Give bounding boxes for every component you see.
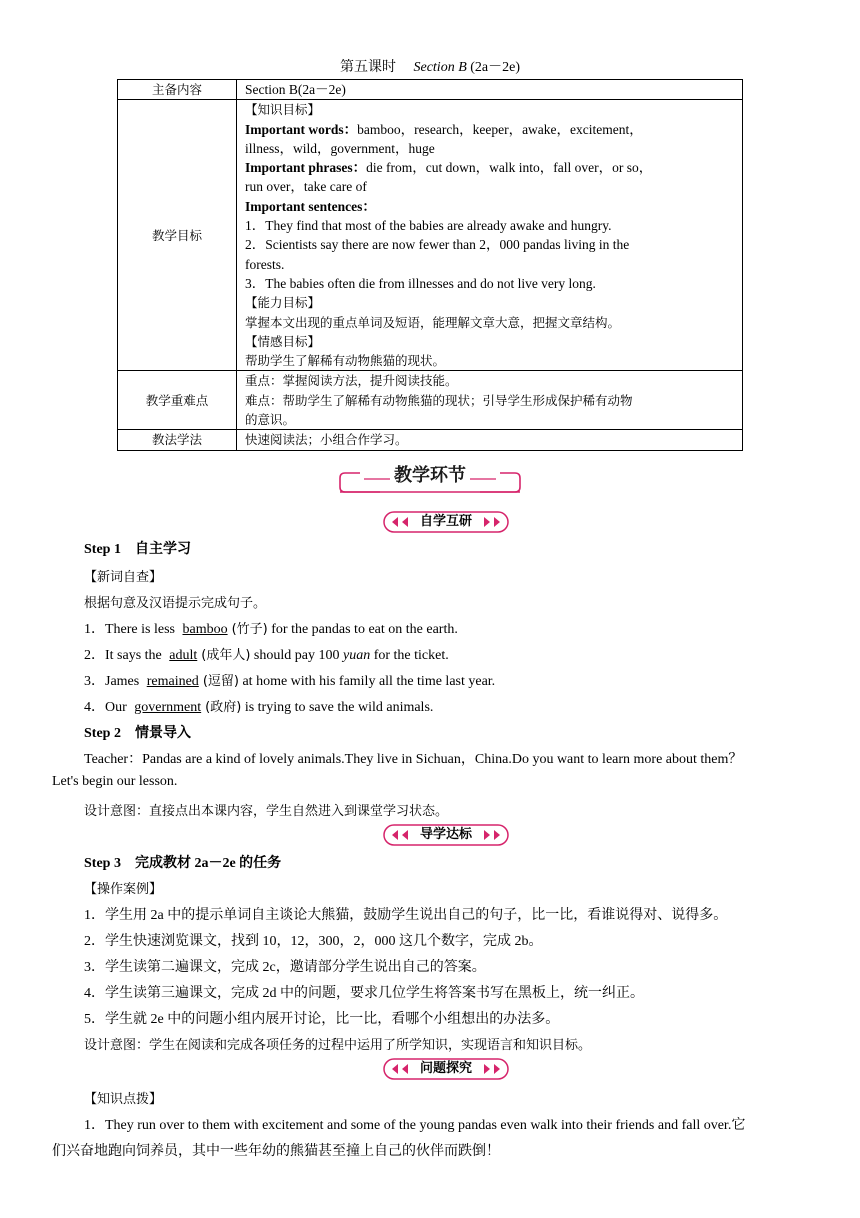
case-item: 2．学生快速浏览课文，找到 10，12，300，2，000 这几个数字，完成 2b。 [84, 934, 543, 949]
row-label: 主备内容 [118, 80, 237, 100]
sub-banner-guided [0, 822, 860, 848]
banner-label: 自学互研 [419, 514, 472, 529]
step2-title: Step 2 情景导入 [84, 726, 191, 741]
table-row [118, 430, 743, 450]
key-point: 重点：掌握阅读方法，提升阅读技能。 [245, 373, 458, 389]
step3-title: Step 3 完成教材 2a－2e 的任务 [84, 856, 282, 871]
sub-banner-inquiry [0, 1056, 860, 1082]
ability-goal-header: 【能力目标】 [245, 295, 321, 311]
phrases-text: run over，take care of [245, 179, 367, 195]
banner-label: 问题探究 [419, 1061, 472, 1076]
exercise-item: 2．It says the adult (成年人) should pay 100 yuan for the ticket. [84, 648, 449, 663]
knowledge-sub: 【知识点拨】 [84, 1092, 163, 1107]
words-text: illness，wild，government，huge [245, 140, 435, 156]
ability-goal-text: 掌握本文出现的重点单词及短语，能理解文章大意，把握文章结构。 [245, 314, 621, 330]
sentence-item: 3．The babies often die from illnesses and do not live very long. [245, 275, 596, 291]
case-item: 4．学生读第三遍课文，完成 2d 中的问题，要求几位学生将答案书写在黑板上，统一纠正。 [84, 986, 644, 1001]
knowledge-item: 1．They run over to them with excitement and some of the young pandas even walk into their friends and fall over.它 [84, 1118, 746, 1133]
words-label: Important words： [245, 121, 358, 137]
sentence-item: forests. [245, 256, 285, 272]
step2-teacher-line: Let's begin our lesson. [52, 774, 178, 789]
row-label: 教学重难点 [118, 371, 237, 430]
exercise-item: 3．James remained (逗留) at home with his family all the time last year. [84, 674, 496, 689]
step2-design: 设计意图：直接点出本课内容，学生自然进入到课堂学习状态。 [84, 804, 449, 819]
banner-label: 导学达标 [419, 827, 472, 842]
row-label: 教法学法 [118, 430, 237, 450]
lesson-plan-table [117, 79, 743, 451]
key-points-cell [237, 371, 743, 430]
main-section-banner [0, 463, 860, 497]
case-item: 5．学生就 2e 中的问题小组内展开讨论，比一比，看哪个小组想出的办法多。 [84, 1012, 560, 1027]
row-value: Section B(2a－2e) [237, 80, 743, 100]
row-label: 教学目标 [118, 100, 237, 371]
exercise-item: 4．Our government (政府) is trying to save the wild animals. [84, 700, 434, 715]
phrases-text: die from，cut down，walk into，fall over，or so， [366, 160, 653, 176]
step1-title: Step 1 自主学习 [84, 542, 191, 557]
case-item: 3．学生读第二遍课文，完成 2c，邀请部分学生说出自己的答案。 [84, 960, 486, 975]
step1-sub: 【新词自查】 [84, 570, 163, 585]
sentence-item: 2．Scientists say there are now fewer than 2，000 pandas living in the [245, 237, 630, 253]
sentences-label: Important sentences： [245, 198, 376, 214]
phrases-label: Important phrases： [245, 160, 367, 176]
difficult-point: 难点：帮助学生了解稀有动物熊猫的现状；引导学生形成保护稀有动物 [245, 392, 633, 408]
words-text: bamboo，research，keeper，awake，excitement， [357, 121, 643, 137]
case-item: 1．学生用 2a 中的提示单词自主谈论大熊猫，鼓励学生说出自己的句子，比一比，看谁说得对、说得多。 [84, 908, 728, 923]
banner-label: 教学环节 [394, 465, 466, 486]
sentence-item: 1．They find that most of the babies are already awake and hungry. [245, 218, 612, 234]
step2-teacher-line: Teacher：Pandas are a kind of lovely animals.They live in Sichuan，China.Do you want to learn more about them？ [84, 752, 743, 767]
step1-instruction: 根据句意及汉语提示完成句子。 [84, 596, 267, 611]
emotion-goal-header: 【情感目标】 [245, 333, 321, 349]
table-row [118, 371, 743, 430]
table-row [118, 100, 743, 371]
table-row [118, 80, 743, 100]
objectives-cell [237, 100, 743, 371]
step3-sub: 【操作案例】 [84, 882, 163, 897]
page-title: 第五课时 Section B (2a－2e) [339, 60, 521, 75]
knowledge-goal-header: 【知识目标】 [245, 102, 321, 118]
emotion-goal-text: 帮助学生了解稀有动物熊猫的现状。 [245, 353, 446, 369]
row-value: 快速阅读法；小组合作学习。 [237, 430, 743, 450]
difficult-point: 的意识。 [245, 412, 296, 428]
exercise-item: 1．There is less bamboo (竹子) for the pandas to eat on the earth. [84, 622, 458, 637]
step3-design: 设计意图：学生在阅读和完成各项任务的过程中运用了所学知识，实现语言和知识目标。 [84, 1038, 592, 1053]
sub-banner-self-study [0, 509, 860, 535]
knowledge-item: 们兴奋地跑向饲养员，其中一些年幼的熊猫甚至撞上自己的伙伴而跌倒！ [52, 1144, 500, 1159]
